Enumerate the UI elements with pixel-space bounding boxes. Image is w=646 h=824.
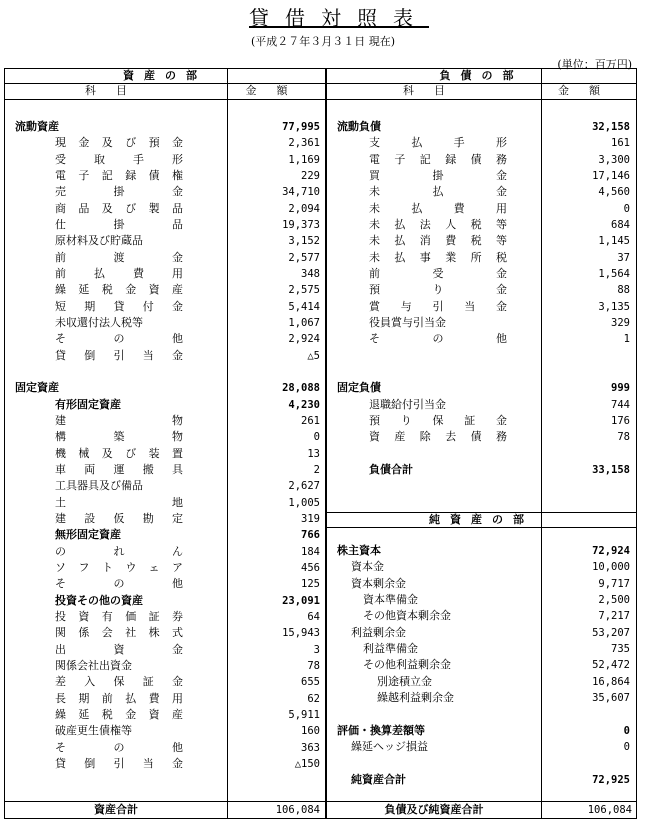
account-label: 資本金 — [351, 560, 384, 574]
amount-header: 金額 — [558, 84, 620, 97]
account-label: 短期貸付金 — [55, 299, 183, 313]
account-value: 3,152 — [288, 235, 320, 248]
account-row — [5, 511, 638, 527]
account-row — [5, 331, 638, 347]
account-label: 前受金 — [369, 266, 507, 280]
account-value: 78 — [307, 659, 320, 672]
account-label: 繰越利益剰余金 — [377, 690, 454, 704]
account-label: 差入保証金 — [55, 675, 183, 689]
account-row — [5, 641, 638, 657]
account-value: 3,300 — [598, 153, 630, 166]
account-label: 未払消費税等 — [369, 234, 507, 248]
account-label: 負債合計 — [369, 462, 413, 476]
liab-net-total-label: 負債及び純資産合計 — [384, 803, 484, 816]
account-value: 0 — [313, 431, 320, 444]
account-row — [5, 348, 638, 364]
account-label: 退職給付引当金 — [369, 397, 446, 411]
account-row — [5, 543, 638, 559]
account-value: 37 — [617, 251, 630, 264]
account-label: 資本準備金 — [363, 592, 418, 606]
account-label: その他資本剰余金 — [363, 609, 451, 623]
account-value: 1,169 — [288, 153, 320, 166]
account-label: 株主資本 — [337, 544, 381, 557]
account-row — [5, 446, 638, 462]
account-label: 投資その他の資産 — [55, 593, 143, 607]
account-label: 建物 — [55, 413, 183, 427]
account-value: 1,005 — [288, 496, 320, 509]
account-label: 現金及び預金 — [55, 136, 183, 150]
account-value: 5,911 — [288, 708, 320, 721]
account-value: 1,067 — [288, 316, 320, 329]
account-label: 未払法人税等 — [369, 217, 507, 231]
report-date: (平成２７年３月３１日 現在) — [250, 35, 396, 48]
account-value: 9,717 — [598, 577, 630, 590]
account-row — [5, 739, 638, 755]
account-value: 176 — [611, 414, 630, 427]
account-label: 利益剰余金 — [351, 625, 406, 639]
account-row — [5, 608, 638, 624]
account-row — [5, 299, 638, 315]
account-label: その他 — [55, 577, 183, 591]
unit-note: (単位：百万円) — [557, 58, 632, 71]
account-label: 流動資産 — [15, 120, 59, 133]
account-value: 78 — [617, 431, 630, 444]
account-row — [5, 723, 638, 739]
account-label: 未払費用 — [369, 201, 507, 215]
account-value: 52,472 — [592, 659, 630, 672]
account-row — [5, 495, 638, 511]
account-value: 348 — [301, 267, 320, 280]
account-label: 機械及び装置 — [55, 446, 183, 460]
account-label: 工具器具及び備品 — [55, 479, 143, 493]
account-row — [5, 462, 638, 478]
account-label: ソフトウェア — [55, 560, 183, 574]
account-value: 16,864 — [592, 675, 630, 688]
account-label: 買掛金 — [369, 168, 507, 182]
account-row — [5, 119, 638, 135]
account-label: 投資有価証券 — [55, 609, 183, 623]
account-row — [5, 233, 638, 249]
account-value: 0 — [623, 724, 630, 737]
account-value: 456 — [301, 561, 320, 574]
account-label: その他 — [55, 332, 183, 346]
account-label: 評価・換算差額等 — [337, 723, 425, 737]
account-row — [5, 674, 638, 690]
account-label: 別途積立金 — [377, 674, 432, 688]
account-label: 原材料及び貯蔵品 — [55, 234, 143, 248]
account-label: 土地 — [55, 495, 183, 509]
account-value: 23,091 — [282, 594, 320, 607]
account-value: 53,207 — [592, 626, 630, 639]
net-assets-section-header: 純資産の部 — [429, 513, 534, 526]
account-label: 有形固定資産 — [55, 397, 121, 411]
account-value: 125 — [301, 578, 320, 591]
account-label: 資産除去債務 — [369, 430, 507, 444]
account-value: 5,414 — [288, 300, 320, 313]
account-row — [5, 576, 638, 592]
account-row — [5, 217, 638, 233]
account-value: 62 — [307, 692, 320, 705]
account-value: 2,361 — [288, 137, 320, 150]
account-value: 744 — [611, 398, 630, 411]
account-label: その他 — [369, 332, 507, 346]
account-label: 未払事業所税 — [369, 250, 507, 264]
page-title: 貸借対照表 — [249, 6, 429, 30]
account-value: 77,995 — [282, 121, 320, 133]
account-row — [5, 250, 638, 266]
item-header: 科目 — [403, 84, 465, 97]
account-value: 4,560 — [598, 186, 630, 199]
account-row — [5, 168, 638, 184]
account-label: 仕掛品 — [55, 217, 183, 231]
balance-sheet-table — [4, 68, 637, 819]
account-label: 賞与引当金 — [369, 299, 507, 313]
account-label: 純資産合計 — [351, 772, 406, 786]
account-row — [5, 527, 638, 543]
account-label: 未払金 — [369, 185, 507, 199]
account-value: 2,094 — [288, 202, 320, 215]
account-row — [5, 380, 638, 396]
account-row — [5, 559, 638, 575]
account-label: 前払費用 — [55, 266, 183, 280]
account-label: 無形固定資産 — [55, 528, 121, 542]
account-row — [5, 315, 638, 331]
account-value: 2,575 — [288, 284, 320, 297]
account-value: 329 — [611, 316, 630, 329]
account-label: その他 — [55, 740, 183, 754]
account-value: 72,924 — [592, 545, 630, 557]
account-value: 161 — [611, 137, 630, 150]
account-label: 繰延ヘッジ損益 — [351, 739, 428, 753]
divider — [5, 99, 636, 100]
account-value: 64 — [307, 610, 320, 623]
account-value: 88 — [617, 284, 630, 297]
account-value: 72,925 — [592, 773, 630, 786]
account-label: 売掛金 — [55, 185, 183, 199]
account-label: のれん — [55, 544, 183, 558]
account-value: 655 — [301, 676, 320, 689]
account-value: △5 — [307, 349, 320, 362]
account-value: 13 — [307, 447, 320, 460]
account-value: 2,924 — [288, 333, 320, 346]
account-label: 資本剰余金 — [351, 576, 406, 590]
account-label: 商品及び製品 — [55, 201, 183, 215]
assets-total-value: 106,084 — [275, 804, 320, 816]
account-value: 7,217 — [598, 610, 630, 623]
account-value: 10,000 — [592, 561, 630, 574]
account-label: 前渡金 — [55, 250, 183, 264]
account-label: 支払手形 — [369, 136, 507, 150]
account-value: 319 — [301, 512, 320, 525]
liab-net-total-value: 106,084 — [587, 804, 632, 816]
account-label: 繰延税金資産 — [55, 707, 183, 721]
liabilities-section-header: 負債の部 — [439, 69, 524, 82]
account-label: 繰延税金資産 — [55, 283, 183, 297]
account-label: 貸倒引当金 — [55, 348, 183, 362]
account-value: 34,710 — [282, 186, 320, 199]
account-value: 0 — [623, 202, 630, 215]
account-row — [5, 657, 638, 673]
account-label: 預り保証金 — [369, 413, 507, 427]
account-value: 35,607 — [592, 691, 630, 704]
account-row — [5, 152, 638, 168]
account-value: 0 — [623, 740, 630, 753]
account-value: 2 — [313, 463, 320, 476]
account-value: 735 — [611, 642, 630, 655]
account-value: 4,230 — [288, 398, 320, 411]
account-value: 15,943 — [282, 627, 320, 640]
account-row — [5, 397, 638, 413]
account-row — [5, 201, 638, 217]
account-value: 3,135 — [598, 300, 630, 313]
account-row — [5, 429, 638, 445]
account-label: 長期前払費用 — [55, 691, 183, 705]
account-label: 関係会社出資金 — [55, 658, 132, 672]
account-value: 32,158 — [592, 121, 630, 133]
account-label: 固定資産 — [15, 381, 59, 395]
account-label: 関係会社株式 — [55, 626, 183, 640]
account-label: 受取手形 — [55, 152, 183, 166]
account-value: 363 — [301, 741, 320, 754]
account-row — [5, 184, 638, 200]
account-value: 2,627 — [288, 480, 320, 493]
account-label: 車両運搬具 — [55, 462, 183, 476]
item-header: 科目 — [85, 84, 147, 97]
account-value: 261 — [301, 414, 320, 427]
assets-total-label: 資産合計 — [94, 803, 138, 816]
account-label: 役員賞与引当金 — [369, 315, 446, 329]
account-row — [5, 772, 638, 788]
account-value: 999 — [611, 382, 630, 395]
account-row — [5, 413, 638, 429]
account-value: 766 — [301, 529, 320, 542]
divider — [5, 801, 636, 802]
account-row — [5, 478, 638, 494]
account-label: 流動負債 — [337, 120, 381, 133]
account-value: 1 — [623, 333, 630, 346]
account-row — [5, 690, 638, 706]
account-row — [5, 592, 638, 608]
account-value: 229 — [301, 169, 320, 182]
account-label: 未収還付法人税等 — [55, 315, 143, 329]
account-label: 貸倒引当金 — [55, 756, 183, 770]
account-value: △150 — [294, 757, 320, 770]
account-row — [5, 135, 638, 151]
account-value: 3 — [313, 643, 320, 656]
account-label: その他利益剰余金 — [363, 658, 451, 672]
account-label: 破産更生債権等 — [55, 724, 132, 738]
account-row — [5, 282, 638, 298]
account-value: 1,564 — [598, 267, 630, 280]
account-label: 電子記録債権 — [55, 168, 183, 182]
account-label: 建設仮勘定 — [55, 511, 183, 525]
account-value: 2,500 — [598, 593, 630, 606]
amount-header: 金額 — [245, 84, 308, 97]
account-label: 利益準備金 — [363, 641, 418, 655]
account-value: 33,158 — [592, 463, 630, 476]
account-row — [5, 625, 638, 641]
account-label: 出資金 — [55, 642, 183, 656]
account-row — [5, 756, 638, 772]
account-label: 固定負債 — [337, 381, 381, 395]
account-value: 1,145 — [598, 235, 630, 248]
account-row — [5, 707, 638, 723]
account-value: 19,373 — [282, 218, 320, 231]
assets-section-header: 資産の部 — [123, 69, 207, 82]
account-value: 160 — [301, 725, 320, 738]
account-label: 預り金 — [369, 283, 507, 297]
account-label: 構築物 — [55, 430, 183, 444]
account-value: 684 — [611, 218, 630, 231]
account-value: 184 — [301, 545, 320, 558]
account-row — [5, 266, 638, 282]
account-value: 17,146 — [592, 169, 630, 182]
account-value: 28,088 — [282, 382, 320, 395]
account-label: 電子記録債務 — [369, 152, 507, 166]
account-value: 2,577 — [288, 251, 320, 264]
